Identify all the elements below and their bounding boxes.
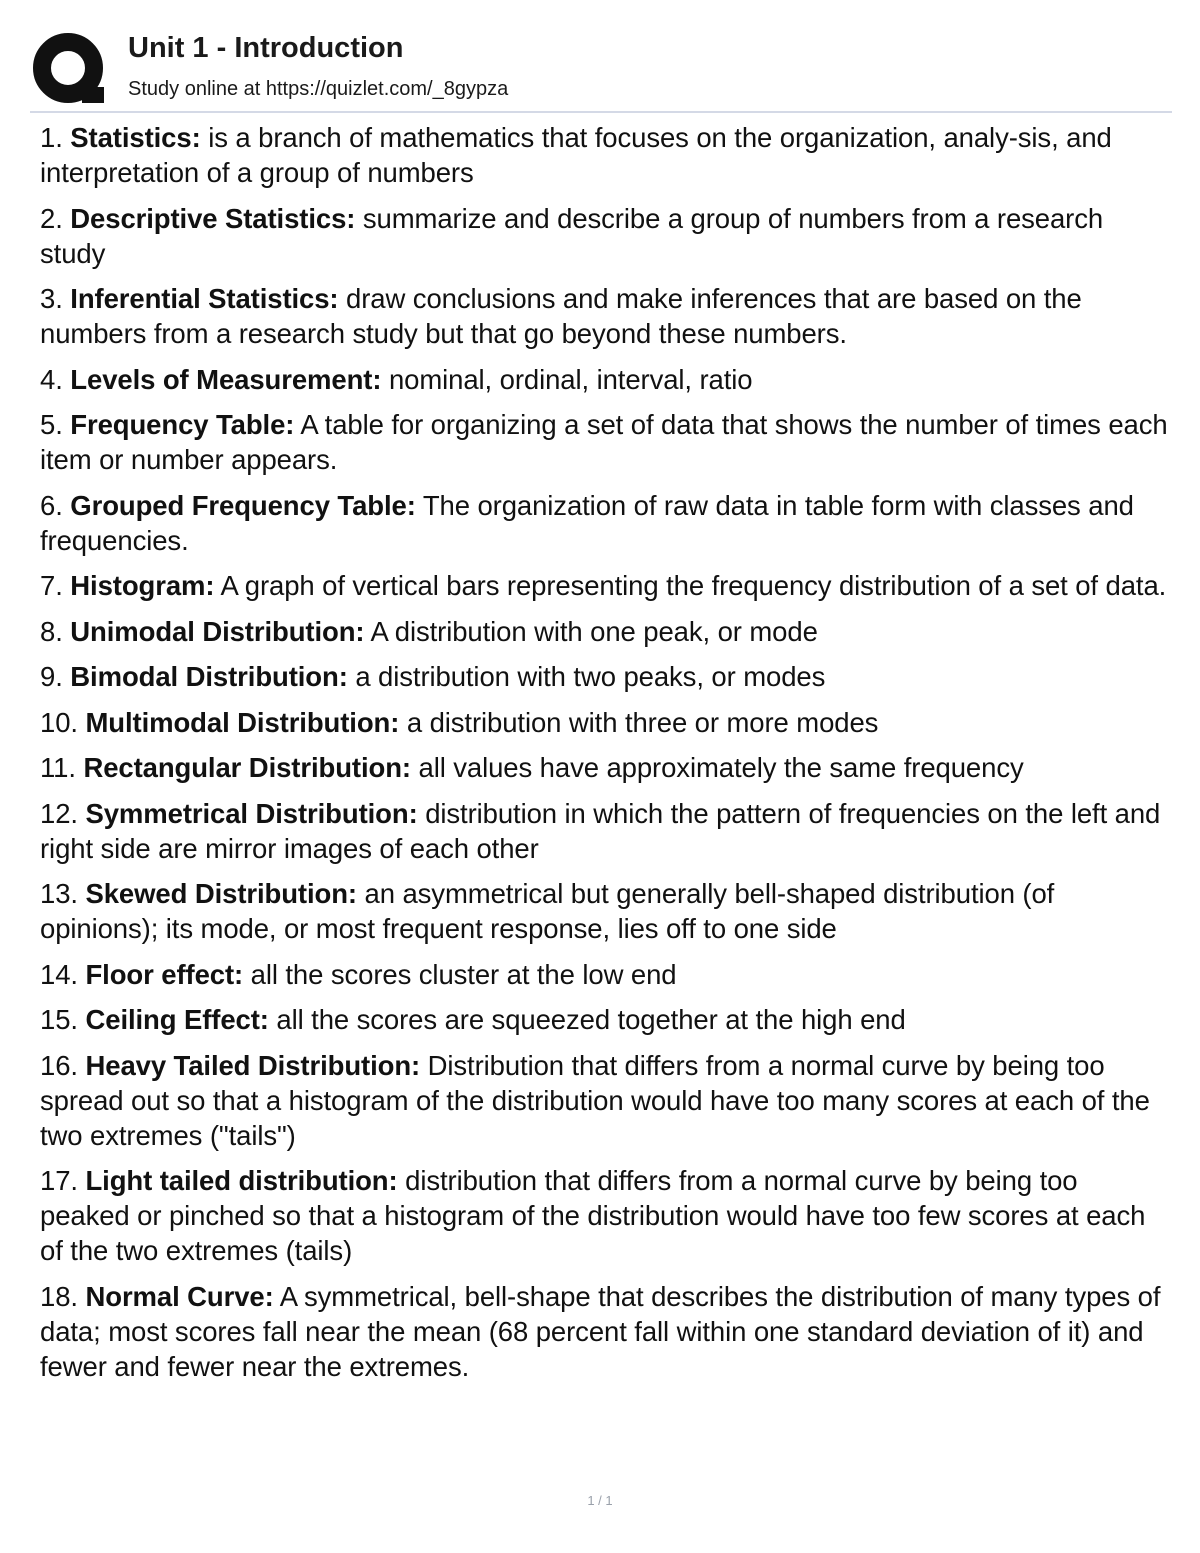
term-title: Histogram: (70, 570, 215, 601)
term-title: Heavy Tailed Distribution: (85, 1049, 421, 1081)
term-definition: nominal, ordinal, interval, ratio (388, 363, 753, 395)
header-divider (30, 111, 1172, 113)
term-number: 6. (40, 489, 63, 521)
term-item (40, 407, 1168, 477)
term-number: 15. (40, 1004, 78, 1035)
term-item (40, 362, 1168, 397)
term-number: 3. (40, 283, 63, 314)
term-title: Ceiling Effect: (85, 1004, 269, 1035)
term-definition: A distribution with one peak, or mode (370, 615, 818, 647)
term-number: 13. (40, 878, 78, 909)
term-definition: draw conclusions and make inferences that are based on the numbers from a research study but that go beyond these numbers. (40, 283, 1082, 349)
term-title: Bimodal Distribution: (70, 661, 348, 692)
term-title: Statistics: (70, 122, 201, 153)
term-number: 8. (40, 615, 63, 647)
term-number: 7. (40, 570, 63, 601)
term-title: Descriptive Statistics: (70, 202, 356, 234)
term-number: 16. (40, 1049, 78, 1081)
term-definition: A table for organizing a set of data that shows the number of times each item or number appears. (40, 409, 1168, 475)
study-online-link[interactable]: Study online at https://quizlet.com/_8gypza (128, 78, 509, 100)
term-title: Light tailed distribution: (85, 1165, 398, 1196)
term-number: 2. (40, 202, 63, 234)
term-title: Inferential Statistics: (70, 283, 339, 314)
term-title: Unimodal Distribution: (70, 615, 365, 647)
term-item (40, 281, 1168, 351)
term-item (40, 614, 1168, 649)
term-title: Symmetrical Distribution: (85, 797, 418, 829)
term-definition: A graph of vertical bars representing the frequency distribution of a set of data. (220, 570, 1167, 601)
term-item (40, 876, 1168, 946)
term-item (40, 120, 1168, 190)
term-definition: an asymmetrical but generally bell-shaped distribution (of opinions); its mode, or most frequent response, lies off to one side (40, 878, 1055, 944)
term-item (40, 705, 1168, 740)
term-definition: is a branch of mathematics that focuses on the organization, analy-sis, and interpretation of a group of numbers (40, 122, 1112, 188)
term-number: 17. (40, 1165, 78, 1196)
term-item (40, 659, 1168, 694)
term-item (40, 201, 1168, 271)
term-definition: Distribution that differs from a normal curve by being too spread out so that a histogram of the distribution would have too many scores at each of the two extremes ("tails") (40, 1049, 1150, 1151)
page-number: 1 / 1 (587, 1493, 613, 1508)
term-number: 11. (40, 752, 76, 783)
term-title: Levels of Measurement: (70, 363, 382, 395)
term-title: Grouped Frequency Table: (70, 489, 416, 521)
term-definition: A symmetrical, bell-shape that describes the distribution of many types of data; most scores fall near the mean (68 percent fall within one standard deviation of it) and fewer and fewer near the extremes. (40, 1280, 1161, 1382)
term-number: 4. (40, 363, 63, 395)
term-definition: distribution in which the pattern of frequencies on the left and right side are mirror images of each other (40, 797, 1161, 864)
term-title: Floor effect: (85, 958, 244, 990)
term-list (40, 120, 1168, 1394)
term-item (40, 1279, 1168, 1384)
term-number: 1. (40, 122, 63, 153)
term-definition: a distribution with three or more modes (406, 706, 879, 738)
term-title: Multimodal Distribution: (85, 706, 400, 738)
term-definition: distribution that differs from a normal curve by being too peaked or pinched so that a histogram of the distribution would have too few scores at each of the two extremes (tails) (40, 1165, 1146, 1266)
quizlet-logo-icon (30, 32, 110, 104)
term-title: Skewed Distribution: (85, 878, 357, 909)
term-item (40, 1002, 1168, 1037)
term-item (40, 957, 1168, 992)
term-title: Rectangular Distribution: (83, 752, 411, 783)
term-title: Normal Curve: (85, 1280, 274, 1312)
page-title: Unit 1 - Introduction (128, 32, 404, 64)
term-number: 18. (40, 1280, 78, 1312)
term-item (40, 796, 1168, 866)
term-item (40, 750, 1168, 785)
term-item (40, 1048, 1168, 1153)
term-title: Frequency Table: (70, 409, 295, 440)
term-number: 9. (40, 661, 63, 692)
term-definition: all the scores are squeezed together at the high end (276, 1004, 906, 1035)
term-number: 14. (40, 958, 78, 990)
term-definition: a distribution with two peaks, or modes (355, 661, 826, 692)
term-number: 12. (40, 797, 78, 829)
term-item (40, 1163, 1168, 1268)
term-definition: all values have approximately the same frequency (418, 752, 1024, 783)
document-header (30, 28, 1172, 110)
term-number: 5. (40, 409, 63, 440)
term-item (40, 488, 1168, 558)
term-item (40, 568, 1168, 603)
term-number: 10. (40, 706, 78, 738)
term-definition: The organization of raw data in table form with classes and frequencies. (40, 489, 1134, 556)
term-definition: summarize and describe a group of numbers from a research study (40, 202, 1104, 269)
term-definition: all the scores cluster at the low end (250, 958, 677, 990)
